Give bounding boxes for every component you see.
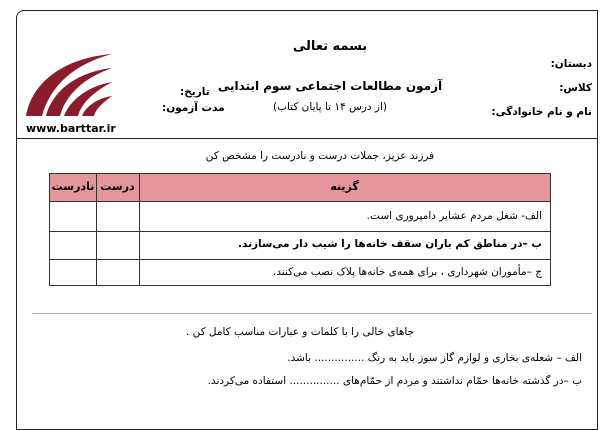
column-header-correct: درست: [100, 180, 135, 193]
bismillah-heading: بسمه تعالی: [292, 39, 368, 54]
row-divider: [50, 231, 550, 232]
logo-url[interactable]: www.barttar.ir: [26, 122, 116, 135]
row-divider: [50, 259, 550, 260]
fill-blank-instruction: جاهای خالی را با کلمات و عبارات مناسب کامل کن .: [185, 326, 415, 338]
school-label: دبستان:: [550, 58, 592, 70]
duration-label: مدت آزمون:: [162, 102, 225, 114]
section-divider: [32, 313, 592, 314]
true-false-instruction: فرزند عزیز، جملات درست و نادرست را مشخص کن: [205, 150, 435, 162]
date-label: تاریخ:: [180, 86, 210, 98]
true-false-table: [49, 173, 551, 286]
exam-title: آزمون مطالعات اجتماعی سوم ابتدایی: [217, 79, 443, 93]
column-header-incorrect: نادرست: [51, 180, 95, 193]
exam-subtitle: (از درس ۱۴ تا پایان کتاب): [272, 101, 388, 113]
fill-blank-item: الف – شعله‌ی بخاری و لوازم گاز سوز باید به رنگ ............... باشد.: [287, 352, 582, 364]
class-label: کلاس:: [559, 82, 592, 94]
fill-blank-item: ب –در گذشته خانه‌ها حمّام نداشتند و مردم از حمّام‌های ............... استفاده می‌کردند.: [207, 375, 582, 387]
table-row: الف- شغل مردم عشایر دامپروری است.: [366, 210, 542, 222]
column-header-option: گزینه: [330, 180, 359, 193]
table-row: ب –در مناطق کم باران سقف خانه‌ها را شیب دار می‌سازند.: [238, 238, 542, 250]
barttar-logo-icon: [24, 52, 114, 118]
header-divider: [17, 138, 598, 139]
student-name-label: نام و نام خانوادگی:: [491, 106, 592, 118]
table-row: ج –مأموران شهرداری ، برای همه‌ی خانه‌ها پلاک نصب می‌کنند.: [272, 266, 542, 278]
